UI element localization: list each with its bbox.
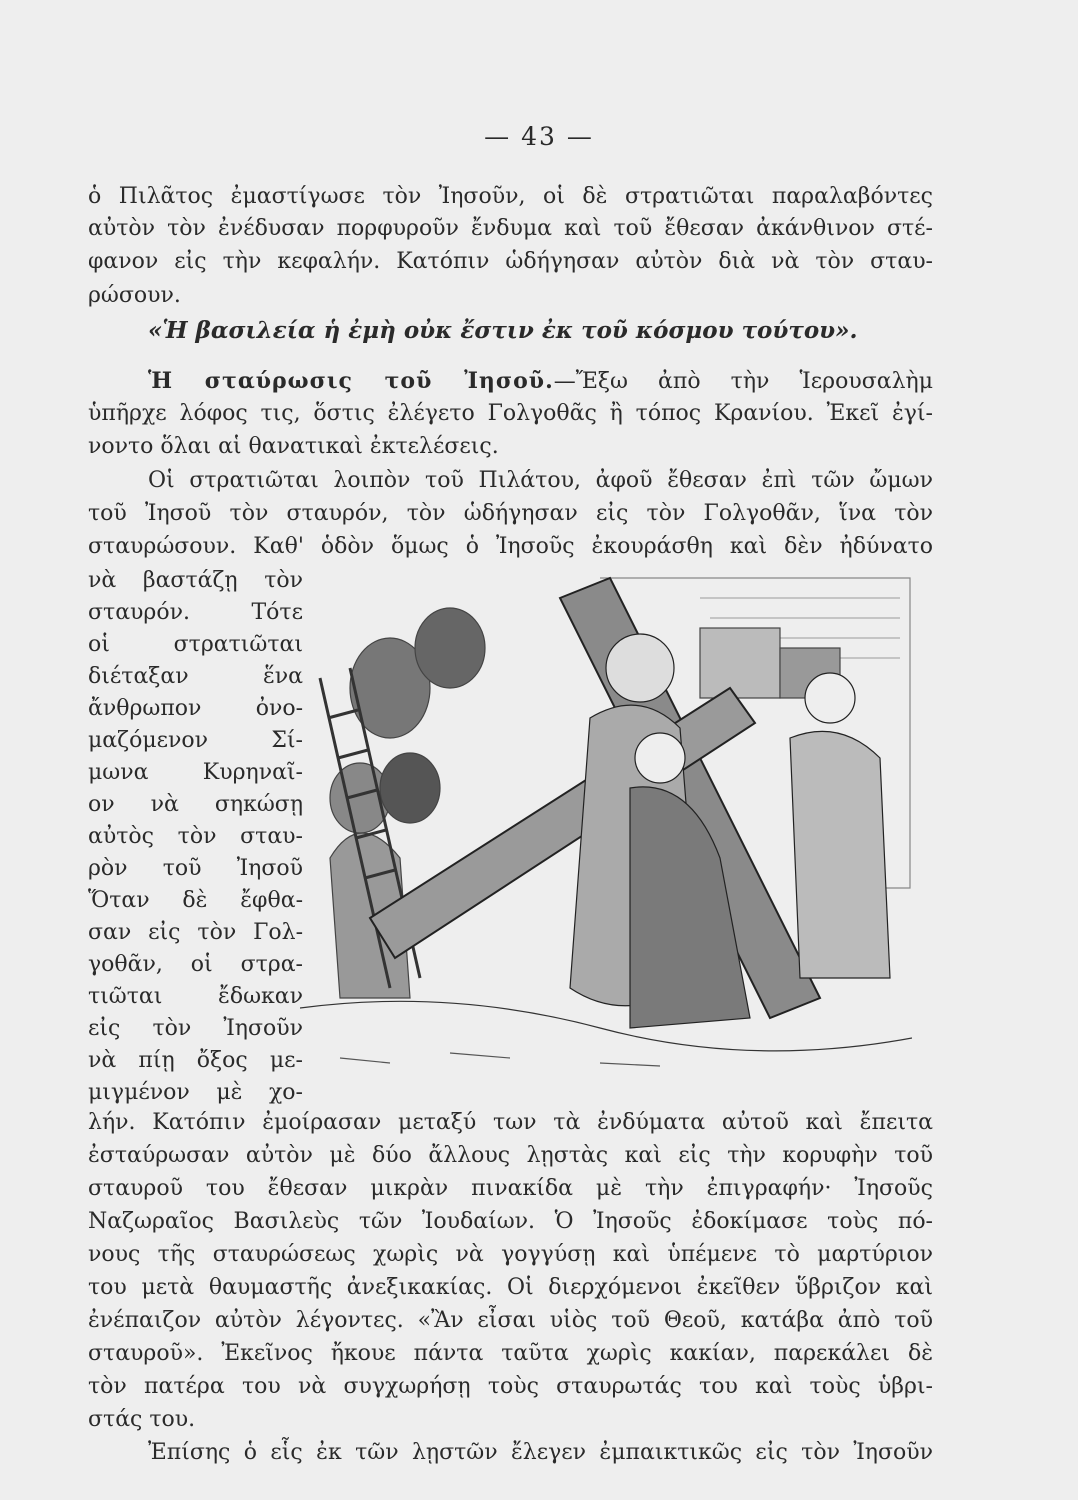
text-line: του μετὰ θαυμαστῆς ἀνεξικακίας. Οἱ διερχόμενοι ἐκεῖθεν ὕβριζον καὶ <box>88 1275 933 1300</box>
wrap-line: μωνα Κυρηναῖ- <box>88 760 303 785</box>
text-line: σταυροῦ του ἔθεσαν μικρὰν πινακίδα μὲ τὴν ἐπιγραφήν· Ἰησοῦς <box>88 1176 933 1201</box>
section-first-line-rest: —Ἔξω ἀπὸ τὴν Ἱερουσαλὴμ <box>553 369 933 394</box>
text-line: ἐσταύρωσαν αὐτὸν μὲ δύο ἄλλους λῃστὰς καὶ εἰς τὴν κορυφὴν τοῦ <box>88 1143 933 1168</box>
text-line: σταυρώσουν. Καθ' ὁδὸν ὅμως ὁ Ἰησοῦς ἐκουράσθη καὶ δὲν ἠδύνατο <box>88 534 933 559</box>
text-line: Ἐπίσης ὁ εἷς ἐκ τῶν λῃστῶν ἔλεγεν ἐμπαικτικῶς εἰς τὸν Ἰησοῦν <box>148 1440 933 1465</box>
page-number: — 43 — <box>484 122 594 151</box>
wrap-line: νὰ πίῃ ὄξος με- <box>88 1048 303 1073</box>
section-heading: Ἡ σταύρωσις τοῦ Ἰησοῦ. <box>148 368 554 394</box>
text-line: τοῦ Ἰησοῦ τὸν σταυρόν, τὸν ὡδήγησαν εἰς τὸν Γολγοθᾶν, ἵνα τὸν <box>88 501 933 526</box>
text-line: φανον εἰς τὴν κεφαλήν. Κατόπιν ὡδήγησαν αὐτὸν διὰ νὰ τὸν σταυ- <box>88 249 933 274</box>
text-line: ἐνέπαιζον αὐτὸν λέγοντες. «Ἂν εἶσαι υἱὸς τοῦ Θεοῦ, κατάβα ἀπὸ τοῦ <box>88 1308 933 1333</box>
quote-line: «Ἡ βασιλεία ἡ ἐμὴ οὐκ ἔστιν ἐκ τοῦ κόσμου τούτου». <box>148 317 858 344</box>
text-line: ὁ Πιλᾶτος ἐμαστίγωσε τὸν Ἰησοῦν, οἱ δὲ στρατιῶται παραλαβόντες <box>88 184 933 209</box>
text-line: λήν. Κατόπιν ἐμοίρασαν μεταξύ των τὰ ἐνδύματα αὐτοῦ καὶ ἔπειτα <box>88 1110 933 1135</box>
text-line: Οἱ στρατιῶται λοιπὸν τοῦ Πιλάτου, ἀφοῦ ἔθεσαν ἐπὶ τῶν ὤμων <box>148 468 933 493</box>
wrap-line: εἰς τὸν Ἰησοῦν <box>88 1016 303 1041</box>
wrap-line: τιῶται ἔδωκαν <box>88 984 303 1009</box>
wrap-line: σαν εἰς τὸν Γολ- <box>88 920 303 945</box>
section-first-line <box>148 366 933 397</box>
text-line: στάς του. <box>88 1407 196 1432</box>
wrap-line: μαζόμενον Σί- <box>88 728 303 753</box>
wrap-line: γοθᾶν, οἱ στρα- <box>88 952 303 977</box>
text-line: νους τῆς σταυρώσεως χωρὶς νὰ γογγύσῃ καὶ ὑπέμενε τὸ μαρτύριον <box>88 1242 933 1267</box>
wrap-line: ρὸν τοῦ Ἰησοῦ <box>88 856 303 881</box>
wrap-line: Ὅταν δὲ ἔφθα- <box>88 888 303 913</box>
text-line: ὑπῆρχε λόφος τις, ὅστις ἐλέγετο Γολγοθᾶς ἢ τόπος Κρανίου. Ἐκεῖ ἐγί- <box>88 401 933 426</box>
text-line: τὸν πατέρα του νὰ συγχωρήσῃ τοὺς σταυρωτάς του καὶ τοὺς ὑβρι- <box>88 1374 933 1399</box>
crucifixion-procession-engraving <box>300 558 912 1090</box>
wrap-line: ἄνθρωπον ὀνο- <box>88 696 303 721</box>
wrap-line: ον νὰ σηκώσῃ <box>88 792 303 817</box>
text-line: αὐτὸν τὸν ἐνέδυσαν πορφυροῦν ἔνδυμα καὶ τοῦ ἔθεσαν ἀκάνθινον στέ- <box>88 216 933 241</box>
wrap-line: διέταξαν ἕνα <box>88 664 303 689</box>
text-line: νοντο ὅλαι αἱ θανατικαὶ ἐκτελέσεις. <box>88 434 499 459</box>
text-line: Ναζωραῖος Βασιλεὺς τῶν Ἰουδαίων. Ὁ Ἰησοῦς ἐδοκίμασε τοὺς πό- <box>88 1209 933 1234</box>
wrap-line: σταυρόν. Τότε <box>88 600 303 625</box>
wrap-line: μιγμένον μὲ χο- <box>88 1080 303 1105</box>
wrap-line: νὰ βαστάζῃ τὸν <box>88 568 303 593</box>
text-line: σταυροῦ». Ἐκεῖνος ἤκουε πάντα ταῦτα χωρὶς κακίαν, παρεκάλει δὲ <box>88 1341 933 1366</box>
wrap-line: οἱ στρατιῶται <box>88 632 303 657</box>
text-line: ρώσουν. <box>88 283 181 308</box>
wrap-line: αὐτὸς τὸν σταυ- <box>88 824 303 849</box>
